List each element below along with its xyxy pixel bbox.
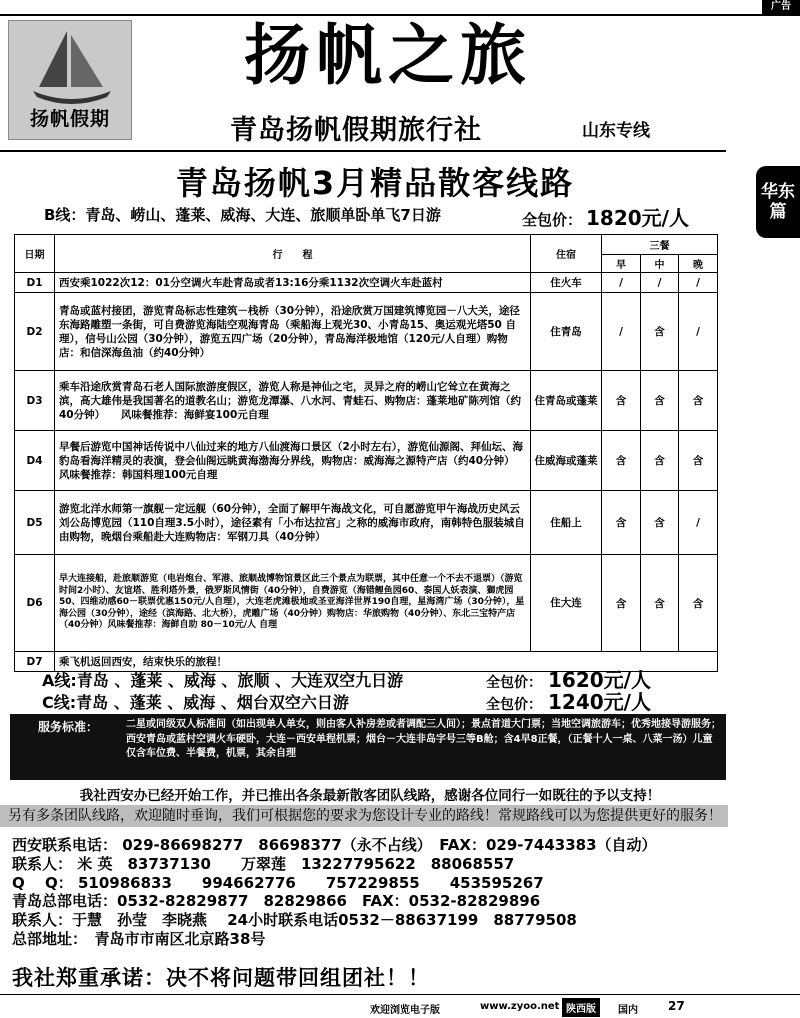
agency-name: 青岛扬帆假期旅行社 xyxy=(230,115,482,146)
dinner-cell: / xyxy=(679,273,718,293)
itinerary-table xyxy=(14,234,718,672)
stay-cell: 住大连 xyxy=(531,555,602,652)
service-standard-box xyxy=(10,714,726,780)
header-rule xyxy=(0,150,726,152)
side-tab-line2: 篇 xyxy=(769,202,787,222)
line-tag: 山东专线 xyxy=(582,121,650,141)
stay-cell: 住船上 xyxy=(531,491,602,555)
dinner-cell: / xyxy=(679,293,718,371)
footer-url[interactable]: www.zyoo.net xyxy=(480,1001,560,1012)
table-row xyxy=(15,491,718,555)
side-tab xyxy=(756,166,800,238)
itinerary-cell: 乘飞机返回西安，结束快乐的旅程！ xyxy=(55,652,718,672)
dinner-cell: 含 xyxy=(679,371,718,431)
xian-phone: 西安联系电话： 029-86698277 86698377（永不占线） FAX：029-7443383（自动） xyxy=(12,836,657,854)
b-line-price xyxy=(522,202,689,231)
table-row xyxy=(15,431,718,491)
stay-cell: 住威海或蓬莱 xyxy=(531,431,602,491)
dinner-cell: 含 xyxy=(679,555,718,652)
lunch-cell: 含 xyxy=(641,371,679,431)
main-title: 扬帆之旅 xyxy=(244,17,532,94)
dinner-cell: / xyxy=(679,491,718,555)
c-line-title: C线:青岛 、蓬莱 、威海 、烟台双空六日游 xyxy=(42,693,349,712)
header-itinerary: 行 程 xyxy=(55,235,531,273)
logo-text: 扬帆假期 xyxy=(29,108,110,130)
day-cell: D4 xyxy=(15,431,55,491)
service-text: 二星或同级双人标准间（如出现单人单女，则由客人补房差或者调配三人间）；景点首道大门票；当地空调旅游车；优秀地接导游服务；西安青岛或蓝村空调火车硬卧，大连－西安单程机票；烟台－大连非岛字号三等B舱；含4早8正餐，（正餐十人一桌、八菜一汤）儿童仅含车位费、半餐费，机票，其余自理 xyxy=(126,719,721,759)
b-line-price-value: 1820元/人 xyxy=(586,206,689,230)
page-footer xyxy=(0,994,800,1018)
stay-cell: 住青岛 xyxy=(531,293,602,371)
a-line-title: A线:青岛 、蓬莱 、威海 、旅顺 、大连双空九日游 xyxy=(42,671,404,690)
stay-cell: 住青岛或蓬莱 xyxy=(531,371,602,431)
b-line-title: B线：青岛、崂山、蓬莱、威海、大连、旅顺单卧单飞7日游 xyxy=(44,206,441,224)
c-line-price-value: 1240元/人 xyxy=(548,690,651,714)
header-meals: 三餐 xyxy=(602,235,718,255)
itinerary-cell: 早餐后游览中国神话传说中八仙过来的地方八仙渡海口景区（2小时左右），游览仙源阁、拜仙坛、海豹岛看海洋精灵的表演，登会仙阁远眺黄海渤海分界线，购物店：威海海之源特产店（约40分钟） 风味餐推荐：韩国料理100元自理 xyxy=(55,431,531,491)
header-stay: 住宿 xyxy=(531,235,602,273)
itinerary-cell: 游览北洋水师第一旗舰－定远舰（60分钟），全面了解甲午海战文化，可自愿游览甲午海战历史风云刘公岛博览园（110自理3.5小时），途径素有「小布达拉宫」之称的威海市政府，南韩特色服装城自由购物，晚烟台乘船赴大连购物店：军钢刀具（40分钟） xyxy=(55,491,531,555)
table-row xyxy=(15,273,718,293)
breakfast-cell: 含 xyxy=(602,555,641,652)
c-line-price-label: 全包价： xyxy=(486,697,542,713)
a-line-price-value: 1620元/人 xyxy=(548,668,651,692)
table-row xyxy=(15,555,718,652)
stay-cell: 住火车 xyxy=(531,273,602,293)
day-cell: D5 xyxy=(15,491,55,555)
service-label: 服务标准： xyxy=(38,720,99,734)
footer-edition: 陕西版 xyxy=(562,998,600,1017)
logo xyxy=(8,20,132,140)
side-tab-line1: 华东 xyxy=(761,182,795,202)
lunch-cell: 含 xyxy=(641,293,679,371)
header-lunch: 中 xyxy=(641,255,679,273)
header-breakfast: 早 xyxy=(602,255,641,273)
hq-phone: 青岛总部电话：0532-82829877 82829866 FAX：0532-82829896 xyxy=(12,892,541,911)
route-title: 青岛扬帆3月精品散客线路 xyxy=(175,164,575,202)
page-number: 27 xyxy=(668,999,685,1013)
sailboat-icon xyxy=(27,27,115,111)
header-day: 日期 xyxy=(15,235,55,273)
lunch-cell: / xyxy=(641,273,679,293)
contact-persons-xian: 联系人： 米 英 83737130 万翠莲 13227795622 88068557 xyxy=(12,854,515,873)
contact-persons-hq: 联系人：于慧 孙莹 李晓燕 24小时联系电话0532－88637199 88779508 xyxy=(12,911,577,930)
day-cell: D1 xyxy=(15,273,55,293)
table-row xyxy=(15,371,718,431)
a-line-price-label: 全包价： xyxy=(486,675,542,691)
table-row xyxy=(15,293,718,371)
top-rule xyxy=(0,14,800,16)
breakfast-cell: / xyxy=(602,273,641,293)
ad-tag: 广告 xyxy=(762,0,800,14)
itinerary-cell: 乘车沿途欣赏青岛石老人国际旅游度假区，游览人称是神仙之宅，灵异之府的崂山它耸立在黄海之滨，高大雄伟是我国著名的道教名山；游览龙潭瀑、八水河、青蛙石、购物店：蓬莱地矿陈列馆（约40分钟） 风味餐推荐：海鲜宴100元自理 xyxy=(55,371,531,431)
breakfast-cell: 含 xyxy=(602,431,641,491)
b-line-price-label: 全包价： xyxy=(522,211,583,229)
lunch-cell: 含 xyxy=(641,431,679,491)
footer-region: 国内 xyxy=(618,1005,638,1016)
day-cell: D2 xyxy=(15,293,55,371)
day-cell: D7 xyxy=(15,652,55,672)
lunch-cell: 含 xyxy=(641,555,679,652)
qq-numbers: Q Q： 510986833 994662776 757229855 453595267 xyxy=(12,873,544,892)
itinerary-cell: 西安乘1022次12：01分空调火车赴青岛或者13:16分乘1132次空调火车赴蓝村 xyxy=(55,273,531,293)
day-cell: D6 xyxy=(15,555,55,652)
lunch-cell: 含 xyxy=(641,491,679,555)
breakfast-cell: 含 xyxy=(602,491,641,555)
c-line-price xyxy=(486,686,651,715)
itinerary-cell: 早大连接船，赴旅顺游览（电岩炮台、军港、旅顺战博物馆景区此三个景点为联票，其中任意一个不去不退票）（游览时间2小时）、友谊塔、胜利塔外景，俄罗斯风情街（40分钟），自费游览（海错鲤鱼园60、泰国人妖表演、獅虎园50、四维动感60－联票优惠150元/人自理），大连老虎滩极地或圣亚海洋世界190自理，星海湾广场（30分钟），星海公园（30分钟），途经（滨海路、北大桥），虎雕广场（40分钟）购物店：华旅购物（40分钟）、东北三宝特产店（40分钟）风味餐推荐：海鲜自助 80－10元/人 自理 xyxy=(55,555,531,652)
notice-text: 我社西安办已经开始工作，并已推出各条最新散客团队线路，感谢各位同行一如既往的予以支持！ xyxy=(79,788,661,804)
footer-browse: 欢迎浏览电子版 xyxy=(370,1005,440,1016)
breakfast-cell: 含 xyxy=(602,371,641,431)
dinner-cell: 含 xyxy=(679,431,718,491)
day-cell: D3 xyxy=(15,371,55,431)
itinerary-cell: 青岛或蓝村接团，游览青岛标志性建筑－栈桥（30分钟），沿途欣赏万国建筑博览园－八大关，途径东海路雕塑一条街，可自费游览海陆空观海青岛（乘船海上观光30、小青岛15、奥运观光塔50 自理），信号山公园（30分钟），游览五四广场（20分钟），青岛海洋极地馆（120元/人自理）购物店：和信深海鱼油（约40分钟） xyxy=(55,293,531,371)
inquiry-banner: 另有多条团队线路，欢迎随时垂询，我们可根据您的要求为您设计专业的路线！常规路线可以为您提供更好的服务！ xyxy=(0,805,728,827)
breakfast-cell: / xyxy=(602,293,641,371)
hq-address: 总部地址： 青岛市市南区北京路38号 xyxy=(12,929,266,948)
contact-block xyxy=(12,836,728,949)
header-dinner: 晚 xyxy=(679,255,718,273)
promise-text: 我社郑重承诺：决不将问题带回组团社！！ xyxy=(12,966,430,990)
